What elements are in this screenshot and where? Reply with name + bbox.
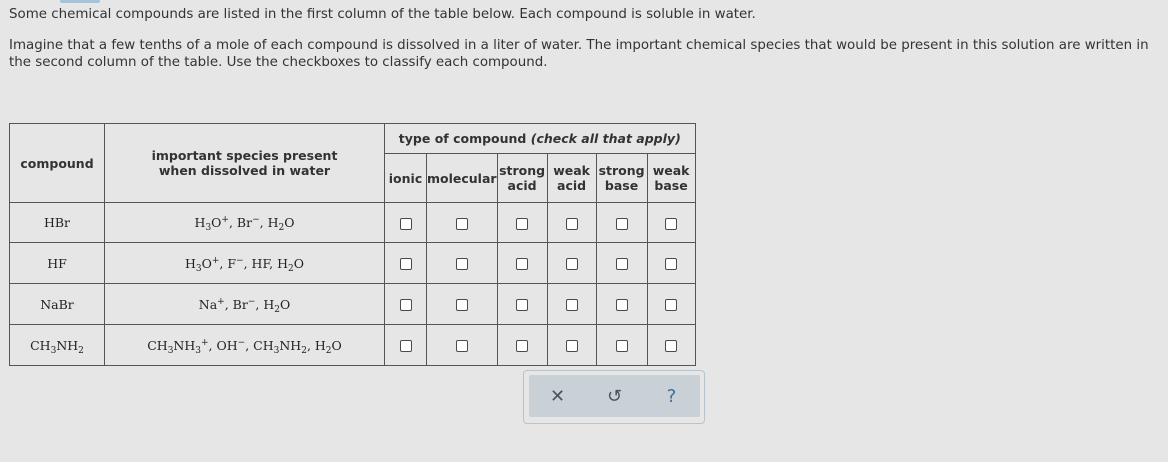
table-row: [10, 325, 696, 366]
table-row: [10, 284, 696, 325]
checkbox-molecular[interactable]: [456, 218, 468, 230]
undo-icon[interactable]: ↺: [606, 385, 623, 407]
table-row: [10, 203, 696, 243]
checkbox-molecular[interactable]: [456, 340, 468, 352]
answer-toolbar-inner: [529, 375, 700, 417]
ionic-header: ionic: [385, 154, 427, 203]
weak-base-header: weak base: [647, 154, 695, 203]
checkbox-weak-acid[interactable]: [566, 258, 578, 270]
checkbox-strong-acid[interactable]: [516, 340, 528, 352]
checkbox-ionic[interactable]: [400, 340, 412, 352]
type-header: type of compound (check all that apply): [385, 124, 696, 154]
checkbox-weak-acid[interactable]: [566, 218, 578, 230]
checkbox-weak-base[interactable]: [665, 218, 677, 230]
weak-acid-header: weak acid: [547, 154, 596, 203]
species-cell: $CH_3NH_3^+$, OH−, $CH_3NH_2$, $H_2O$: [105, 325, 385, 366]
compound-cell: $CH_3NH_2$: [10, 325, 105, 366]
checkbox-strong-base[interactable]: [616, 218, 628, 230]
compound-header: compound: [10, 124, 105, 203]
strong-base-header: strong base: [596, 154, 647, 203]
checkbox-strong-base[interactable]: [616, 340, 628, 352]
compound-cell: NaBr: [10, 284, 105, 325]
intro-line-1: Some chemical compounds are listed in the first column of the table below. Each compound is soluble in water.: [9, 7, 756, 22]
checkbox-strong-acid[interactable]: [516, 218, 528, 230]
checkbox-weak-acid[interactable]: [566, 340, 578, 352]
species-cell: $H_3O^+$, Br−, $H_2O$: [105, 203, 385, 243]
table-row: [10, 243, 696, 284]
help-icon[interactable]: ?: [666, 385, 677, 407]
checkbox-molecular[interactable]: [456, 258, 468, 270]
compound-cell: HBr: [10, 203, 105, 243]
species-header: important species present when dissolved in water: [105, 124, 385, 203]
checkbox-strong-base[interactable]: [616, 258, 628, 270]
checkbox-ionic[interactable]: [400, 218, 412, 230]
species-cell: $H_3O^+$, F−, HF, $H_2O$: [105, 243, 385, 284]
checkbox-weak-acid[interactable]: [566, 299, 578, 311]
checkbox-weak-base[interactable]: [665, 258, 677, 270]
checkbox-strong-acid[interactable]: [516, 299, 528, 311]
intro-line-2: Imagine that a few tenths of a mole of each compound is dissolved in a liter of water. The important chemical species that would be present in this solution are written in the second column of the table. Use the checkboxes to classify each compound.: [9, 38, 1149, 70]
top-tab-indicator: [60, 0, 100, 3]
checkbox-strong-base[interactable]: [616, 299, 628, 311]
close-icon[interactable]: ✕: [549, 385, 566, 407]
checkbox-weak-base[interactable]: [665, 340, 677, 352]
classification-table: [9, 123, 696, 366]
answer-toolbar: [523, 370, 705, 424]
checkbox-weak-base[interactable]: [665, 299, 677, 311]
checkbox-ionic[interactable]: [400, 299, 412, 311]
checkbox-strong-acid[interactable]: [516, 258, 528, 270]
compound-cell: HF: [10, 243, 105, 284]
strong-acid-header: strong acid: [497, 154, 547, 203]
checkbox-ionic[interactable]: [400, 258, 412, 270]
checkbox-molecular[interactable]: [456, 299, 468, 311]
molecular-header: molecular: [427, 154, 498, 203]
species-cell: Na+, Br−, $H_2O$: [105, 284, 385, 325]
